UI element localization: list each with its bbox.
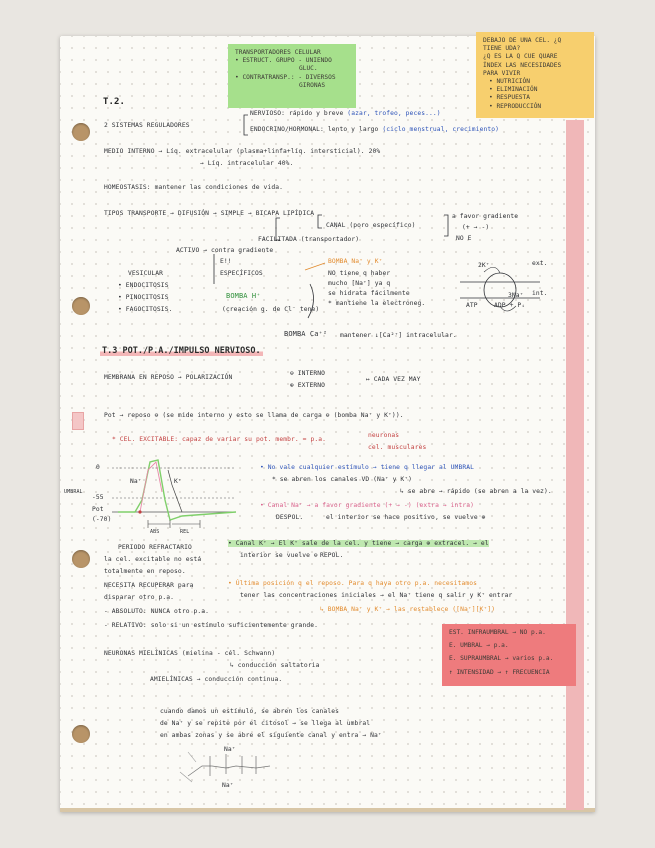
cada-vez-label: ↦ CADA VEZ MAY bbox=[366, 376, 421, 383]
bomba-note-1: NO tiene q haber bbox=[328, 270, 391, 277]
repol-label: REPOL. bbox=[320, 552, 344, 559]
atp-label: ATP bbox=[466, 302, 478, 309]
periodo-line-2: la cel. excitable no está bbox=[104, 556, 202, 563]
canal-label: CANAL (poro específico) bbox=[326, 222, 416, 229]
nervioso-text: NERVIOSO: rápido y breve bbox=[250, 110, 344, 117]
energy-label: E!! bbox=[220, 258, 232, 265]
tipos-transporte: TIPOS TRANSPORTE → DIFUSIÓN → SIMPLE → BICAPA LIPÍDICA bbox=[104, 210, 315, 217]
medio-intra-line: → Líq. intracelular 40%. bbox=[200, 160, 294, 167]
sistemas-label: 2 SISTEMAS REGULADORES bbox=[104, 122, 190, 129]
heading-t2: T.2. bbox=[103, 97, 126, 107]
graph-rel-label: REL bbox=[180, 529, 190, 535]
medio-interno-line: MEDIO INTERNO → Líq. extracelular (plasma+linfa+líq. intersticial). 20% bbox=[104, 148, 381, 155]
bomba-note-3: se hidrata fácilmente bbox=[328, 290, 410, 297]
sticky-line: E. SUPRAUMBRAL → varios p.a. bbox=[449, 655, 554, 663]
despol-label: DESPOL. bbox=[276, 514, 304, 521]
graph-abs-label: ABS bbox=[150, 529, 160, 535]
sticky-line: • RESPUESTA bbox=[489, 94, 530, 102]
no-energy: NO E bbox=[456, 235, 472, 242]
vesicular-label: VESICULAR bbox=[128, 270, 164, 277]
bomba-bullet-text: • Última posición q el reposo. Para q haya otro p.a. necesitamos bbox=[228, 580, 478, 587]
musculares-label: cel. musculares bbox=[368, 444, 427, 451]
bomba-note-2: mucho [Na⁺] ya q bbox=[328, 280, 391, 287]
bomba-bullet-b: tener las concentraciones iniciales → el Na⁺ tiene q salir y K⁺ entrar bbox=[240, 592, 513, 599]
activo-label: ACTIVO → contra gradiente bbox=[176, 247, 274, 254]
sticky-line: • CONTRATRANSP.: - DIVERSOS bbox=[235, 73, 336, 81]
membrana-reposo: MEMBRANA EN REPOSO → POLARIZACIÓN bbox=[104, 374, 233, 381]
sticky-line: PARA VIVIR bbox=[483, 69, 521, 77]
cel-excitable-text: * CEL. EXCITABLE: capaz de variar su pot. membr. = p.a. bbox=[112, 436, 327, 443]
ext-label: ext. bbox=[532, 260, 548, 267]
axon-sketch bbox=[188, 766, 270, 776]
sticky-line: • NUTRICIÓN bbox=[489, 78, 530, 86]
bomba-note-4: * mantiene la electroneg. bbox=[328, 300, 426, 307]
periodo-line-5: disparar otro p.a. bbox=[104, 594, 175, 601]
bomba-na-k: BOMBA Na⁺ y K⁺ bbox=[328, 258, 383, 265]
bomba-ca: BOMBA Ca⁺² bbox=[284, 330, 328, 338]
brace-line bbox=[244, 115, 248, 135]
amielinicas-label: AMIELÍNICAS → conducción continua. bbox=[150, 676, 283, 683]
arrow-line bbox=[305, 263, 325, 270]
endocrino-line bbox=[250, 126, 499, 134]
brace-line bbox=[444, 215, 448, 236]
sodium-curve bbox=[140, 462, 162, 512]
bomba-bullet bbox=[228, 580, 477, 588]
graph-zero: 0 bbox=[96, 464, 100, 471]
sticky-line: GIRONAS bbox=[299, 81, 326, 89]
despol-note: el interior se hace positivo, se vuelve ⊕ bbox=[326, 514, 486, 521]
umbral-bullet-b: * se abren los canales VD (Na⁺ y K⁺) bbox=[272, 476, 413, 483]
endocitosis-item: • ENDOCITOSIS bbox=[118, 282, 169, 289]
sticky-line: TIENE UDA? bbox=[483, 45, 521, 53]
adp-label: ADP + Pᵢ bbox=[494, 302, 526, 309]
graph-na-label: Na⁺ bbox=[130, 478, 142, 485]
interno-label: ⊖ INTERNO bbox=[290, 370, 326, 377]
brace-line bbox=[318, 215, 322, 228]
relativo-line: - RELATIVO: solo si un estímulo suficientemente grande. bbox=[104, 622, 319, 629]
nervioso-examples: (azar, trofeo, peces...) bbox=[347, 110, 441, 117]
graph-rest-value: (-70) bbox=[92, 516, 112, 523]
saltatoria-label: ↳ conducción saltatoria bbox=[230, 662, 320, 669]
periodo-label: PERIODO REFRACTARIO bbox=[118, 544, 192, 551]
k-ion-label: 2K⁺ bbox=[478, 262, 490, 269]
bomba-ca-note: mantener ↓[Ca²⁺] intracelular. bbox=[340, 332, 457, 339]
pinocitosis-item: • PINOCITOSIS bbox=[118, 294, 169, 301]
graph-pot-label: Pot bbox=[92, 506, 104, 513]
graph-umbral-label: UMBRAL bbox=[64, 489, 83, 495]
canal-k-text: • Canal K⁺ → El K⁺ sale de la cel. y tiene → carga ⊕ extracel. → el bbox=[228, 540, 489, 547]
canal-k-bullet bbox=[228, 540, 489, 548]
absoluto-line: - ABSOLUTO: NUNCA otro p.a. bbox=[104, 608, 210, 615]
cel-excitable-line bbox=[112, 436, 326, 444]
node-ticks bbox=[210, 754, 256, 776]
bomba-bullet-c: ↳ BOMBA Na⁺ y K⁺ → las restablece ([Na⁺][K⁺]) bbox=[320, 606, 496, 613]
neuronas-mielinicas: NEURONAS MIELÍNICAS (mielina - cél. Schwann) bbox=[104, 650, 276, 657]
cuando-line-1: cuando damos un estímulo, se abren los canales bbox=[160, 708, 339, 715]
heading-t3: T.3 POT./P.A./IMPULSO NERVIOSO. bbox=[102, 346, 261, 356]
sticky-line: • ELIMINACIÓN bbox=[489, 86, 538, 94]
sticky-line: • ESTRUCT. GRUPO - UNIENDO bbox=[235, 57, 332, 65]
endocrino-text: ENDOCRINO/HORMONAL: lento y largo bbox=[250, 126, 379, 133]
threshold-dot bbox=[138, 510, 141, 513]
bomba-h-note: (creación g. de Cl⁻ tene) bbox=[222, 306, 320, 313]
homeostasis-line: HOMEOSTASIS: mantener las condiciones de vida. bbox=[104, 184, 283, 191]
canal-k-note: interior se vuelve ⊖ bbox=[240, 552, 318, 559]
umbral-bullet-text: • No vale cualquier estímulo → tiene q llegar al UMBRAL bbox=[260, 464, 475, 471]
graph-umbral-value: -55 bbox=[92, 494, 104, 501]
pot-reposo-line: Pot → reposo ⊖ (se mide interno y esto se llama de carga ⊖ (bomba Na⁺ y K⁺)). bbox=[104, 412, 404, 419]
periodo-line-4: NECESITA RECUPERAR para bbox=[104, 582, 194, 589]
bomba-h: BOMBA H⁺ bbox=[226, 292, 261, 300]
cuando-line-3: en ambas zonas y se abre el siguiente canal y entra → Na⁺ bbox=[160, 732, 382, 739]
sticky-line: EST. INFRAUMBRAL → NO p.a. bbox=[449, 629, 546, 636]
canal-na-text: • Canal Na⁺ → a favor gradiente (+ → -) (extra → intra) bbox=[260, 502, 475, 509]
sticky-line: • REPRODUCCIÓN bbox=[489, 102, 542, 110]
sticky-line: TRANSPORTADORES CELULAR bbox=[235, 49, 321, 56]
sticky-line: ↑ INTENSIDAD → ↑ FRECUENCIA bbox=[449, 668, 550, 676]
nervioso-line bbox=[250, 110, 441, 118]
action-potential-curve bbox=[118, 460, 236, 520]
umbral-bullet bbox=[260, 464, 474, 472]
sticky-line: GLUC. bbox=[299, 65, 318, 73]
periodo-line-3: totalmente en reposo. bbox=[104, 568, 186, 575]
neuron-na-bottom: Na⁺ bbox=[222, 782, 234, 789]
facilitada-label: FACILITADA (transportador) bbox=[258, 236, 360, 243]
neuronas-label: neuronas bbox=[368, 432, 400, 439]
sticky-line: DEBAJO DE UNA CEL. ¿Q bbox=[483, 37, 562, 44]
favor-signs: (+ → -) bbox=[462, 224, 490, 231]
membrane-line bbox=[460, 282, 540, 298]
canal-na-bullet bbox=[260, 502, 474, 510]
int-label: int. bbox=[532, 290, 548, 297]
sticky-line: E. UMBRAL → p.a. bbox=[449, 642, 509, 650]
potassium-curve bbox=[168, 470, 182, 512]
sticky-line: ÍNDEX LAS NECESIDADES bbox=[483, 61, 562, 69]
especificos-label: ESPECÍFICOS bbox=[220, 270, 263, 277]
sticky-line: ¿Q ES LA Q CUE QUARE bbox=[483, 53, 558, 61]
endocrino-examples: (ciclo menstrual, crecimiento) bbox=[382, 126, 500, 133]
umbral-bullet-c: ↳ se abre → rápido (se abren a la vez). bbox=[400, 488, 552, 495]
neuron-na-top: Na⁺ bbox=[224, 746, 236, 753]
favor-gradiente: a favor gradiente bbox=[452, 213, 519, 220]
fagocitosis-item: • FAGOCITOSIS. bbox=[118, 306, 173, 313]
cuando-line-2: de Na⁺ y se repite por el citosol → se llega al umbral bbox=[160, 720, 371, 727]
graph-k-label: K⁺ bbox=[174, 478, 182, 485]
dendrite-sketch bbox=[180, 752, 196, 782]
externo-label: ⊕ EXTERNO bbox=[290, 382, 326, 389]
na-ion-label: 3Na⁺ bbox=[508, 292, 524, 299]
